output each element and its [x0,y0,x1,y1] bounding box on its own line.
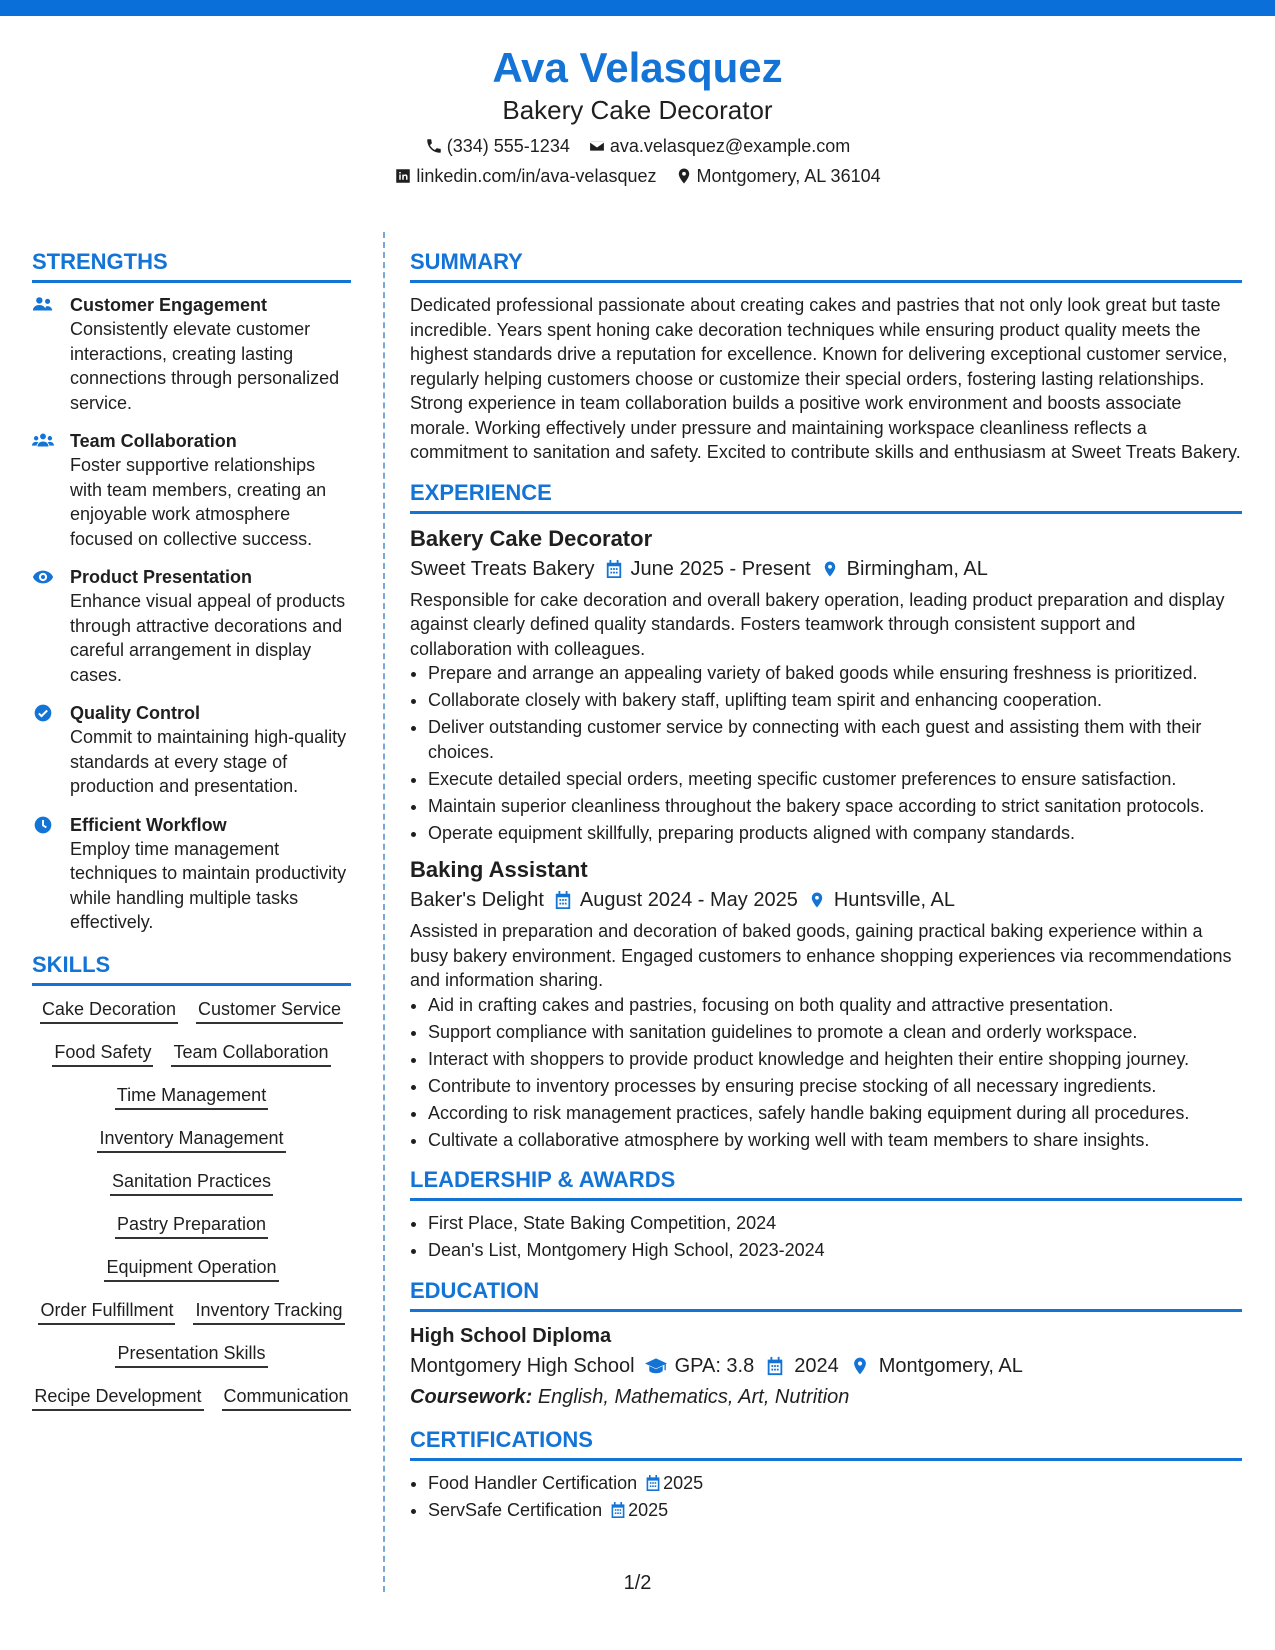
job-dates: June 2025 - Present [630,557,811,580]
candidate-name: Ava Velasquez [492,44,783,91]
calendar-icon [645,1474,661,1492]
strength-title: Team Collaboration [70,431,237,451]
list-item: • Execute detailed special orders, meeting specific customer preferences to ensure satisfaction. [428,767,1242,792]
degree-title: High School Diploma [410,1324,612,1347]
check-circle-icon [32,703,54,723]
strength-desc: Foster supportive relationships with team members, creating an enjoyable work atmosphere focused on collective success. [70,455,327,549]
certifications-heading: CERTIFICATIONS [410,1426,1242,1461]
skill-tag: Presentation Skills [115,1340,267,1368]
linkedin-icon [394,167,412,185]
education-heading: EDUCATION [410,1277,1242,1312]
phone-contact[interactable] [425,134,570,158]
job-title: Baking Assistant [410,857,588,882]
strength-desc: Employ time management techniques to maintain productivity while handling multiple tasks effectively. [70,838,347,932]
calendar-icon [764,1356,786,1376]
candidate-title: Bakery Cake Decorator [502,95,773,125]
skill-tag: Recipe Development [32,1383,203,1411]
strengths-heading: STRENGTHS [32,248,351,283]
strength-title: Product Presentation [70,567,253,587]
top-accent-bar [0,0,1275,16]
list-item: • Maintain superior cleanliness throughout the bakery space according to strict sanitation protocols. [428,794,1242,819]
job-entry [410,524,1242,846]
calendar-icon [554,890,572,910]
job-meta [410,554,1242,584]
strength-item [32,701,351,799]
envelope-icon [588,137,606,155]
group-icon [32,431,54,451]
contact-row-2 [0,164,1275,188]
list-item: • Deliver outstanding customer service by connecting with each guest and assisting them with their choices. [428,715,1242,764]
awards-heading: LEADERSHIP & AWARDS [410,1166,1242,1201]
skill-tag: Time Management [115,1082,268,1110]
map-pin-icon [849,1356,871,1376]
list-item: • Dean's List, Montgomery High School, 2023-2024 [428,1238,1242,1263]
map-pin-icon [821,559,839,579]
company-name: Baker's Delight [410,889,544,911]
calendar-icon [610,1501,626,1519]
cert-name: • Food Handler Certification [428,1472,638,1493]
skill-tag: Pastry Preparation [115,1211,268,1239]
map-pin-icon [808,890,826,910]
certifications-list [410,1471,1242,1523]
calendar-icon [605,559,623,579]
job-meta [410,885,1242,915]
location-text: Montgomery, AL 36104 [696,166,881,186]
list-item: • According to risk management practices, safely handle baking equipment during all procedures. [428,1101,1242,1126]
summary-text: Dedicated professional passionate about creating cakes and pastries that not only look great but taste incredible. Years spent honing cake decoration techniques while ensuring product quality meets the highest standards drive a reputation for excellence. Known for delivering exceptional customer service, regularly helping customers choose or customize their special orders, fostering lasting relationships. Strong experience in team collaboration builds a positive work environment and boosts associate morale. Working effectively under pressure and maintaining workspace cleanliness reflects a commitment to sanitation and safety. Excited to contribute skills and enthusiasm at Sweet Treats Bakery. [410,295,1241,462]
graduation-cap-icon [645,1356,667,1376]
job-description: Responsible for cake decoration and overall bakery operation, leading product preparation and display against clearly defined quality standards. Fosters teamwork through consistent support and collaboration with colleagues. [410,589,1225,659]
list-item: • Interact with shoppers to provide product knowledge and heighten their entire shopping journey. [428,1047,1242,1072]
job-dates: August 2024 - May 2025 [579,889,798,911]
strength-item [32,429,351,551]
strength-title: Quality Control [70,703,200,723]
users-icon [32,295,54,315]
cert-name: • ServSafe Certification [428,1499,603,1520]
skill-tag: Order Fulfillment [38,1297,175,1325]
resume-header [0,42,1275,188]
linkedin-contact[interactable] [394,164,656,188]
left-column [32,248,351,1411]
skills-list [32,996,351,1411]
skill-tag: Equipment Operation [104,1254,278,1282]
list-item: • Aid in crafting cakes and pastries, focusing on both quality and attractive presentation. [428,993,1242,1018]
list-item: • Prepare and arrange an appealing variety of baked goods while ensuring freshness is prioritized. [428,661,1242,686]
skill-tag: Inventory Tracking [193,1297,344,1325]
strength-item [32,293,351,415]
strength-desc: Consistently elevate customer interactions, creating lasting connections through personalized service. [70,319,340,413]
awards-list [410,1211,1242,1263]
phone-text: (334) 555-1234 [446,136,570,156]
coursework-text: English, Mathematics, Art, Nutrition [537,1385,850,1408]
column-divider [383,232,385,1592]
summary-heading: SUMMARY [410,248,1242,283]
strength-desc: Commit to maintaining high-quality standards at every stage of production and presentation. [70,727,347,796]
cert-year: 2025 [663,1472,704,1493]
job-bullets [410,993,1242,1153]
strength-title: Efficient Workflow [70,814,227,835]
clock-icon [32,815,54,835]
strength-title: Customer Engagement [70,295,268,315]
skill-tag: Food Safety [52,1039,153,1067]
gpa-text: GPA: 3.8 [674,1354,755,1377]
list-item: • Operate equipment skillfully, preparing products aligned with company standards. [428,821,1242,846]
job-bullets [410,661,1242,845]
linkedin-text: linkedin.com/in/ava-velasquez [416,166,657,186]
phone-icon [425,137,443,155]
email-text: ava.velasquez@example.com [609,136,851,156]
coursework-label: Coursework: [410,1385,533,1408]
list-item: • First Place, State Baking Competition, 2024 [428,1211,1242,1236]
school-name: Montgomery High School [410,1354,635,1377]
contact-row-1 [0,134,1275,158]
page-indicator: 1/2 [623,1572,652,1594]
company-name: Sweet Treats Bakery [410,557,595,580]
list-item [428,1471,1242,1496]
skill-tag: Communication [222,1383,351,1411]
job-entry [410,855,1242,1152]
coursework [410,1382,1242,1412]
cert-year: 2025 [628,1499,669,1520]
skill-tag: Team Collaboration [171,1039,330,1067]
graduation-year: 2024 [794,1354,839,1377]
skill-tag: Customer Service [196,996,343,1024]
right-column [410,248,1242,1532]
map-pin-icon [675,167,693,185]
job-location: Birmingham, AL [846,557,988,580]
list-item: • Contribute to inventory processes by ensuring precise stocking of all necessary ingredients. [428,1074,1242,1099]
list-item [428,1498,1242,1523]
skill-tag: Sanitation Practices [110,1168,273,1196]
education-meta [410,1350,1242,1382]
skill-tag: Cake Decoration [40,996,178,1024]
experience-heading: EXPERIENCE [410,479,1242,514]
strength-desc: Enhance visual appeal of products through attractive decorations and careful arrangement in display cases. [70,591,346,685]
list-item: • Cultivate a collaborative atmosphere by working well with team members to share insights. [428,1128,1242,1153]
school-location: Montgomery, AL [878,1354,1023,1377]
eye-icon [32,567,54,587]
job-title: Bakery Cake Decorator [410,525,653,551]
list-item: • Support compliance with sanitation guidelines to promote a clean and orderly workspace. [428,1020,1242,1045]
skill-tag: Inventory Management [97,1125,285,1153]
email-contact[interactable] [588,134,850,158]
job-location: Huntsville, AL [833,889,955,911]
location-contact [675,164,881,188]
job-description: Assisted in preparation and decoration of baked goods, gaining practical baking experience within a busy bakery environment. Engaged customers to enhance shopping experiences via recommendations and information sharing. [410,921,1232,990]
strength-item [32,565,351,687]
skills-heading: SKILLS [32,951,351,986]
list-item: • Collaborate closely with bakery staff, uplifting team spirit and enhancing cooperation. [428,688,1242,713]
strength-item [32,813,351,935]
